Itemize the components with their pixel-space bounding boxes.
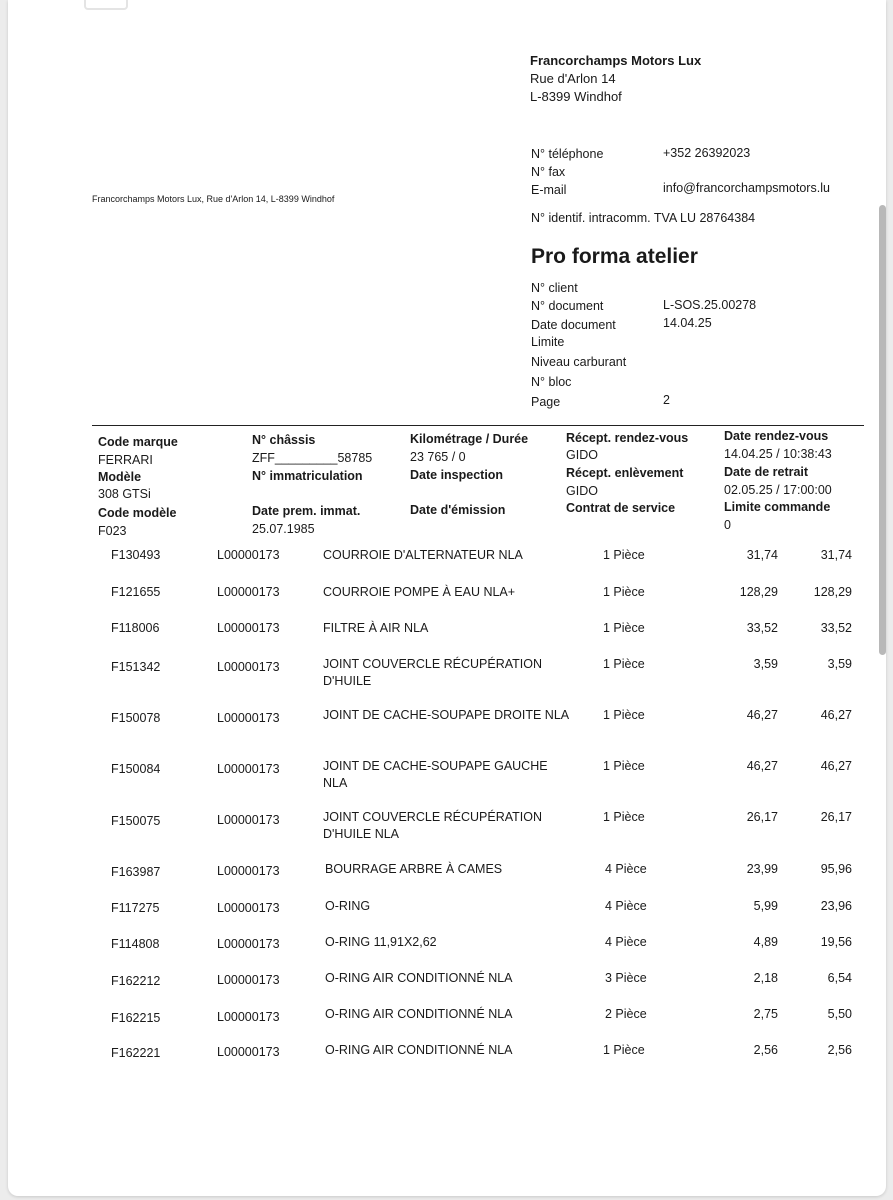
table-row — [0, 707, 893, 725]
item-unit-price: 2,56 — [753, 1043, 778, 1057]
table-row — [0, 898, 893, 915]
appointment-date-label: Date rendez-vous — [724, 429, 829, 443]
page-label: Page — [531, 395, 561, 409]
item-total: 6,54 — [827, 971, 852, 985]
item-reference: L00000173 — [217, 864, 280, 878]
table-row — [0, 934, 893, 951]
pickup-reception: GIDO — [566, 484, 598, 498]
table-row — [0, 1042, 893, 1060]
item-code: F162221 — [111, 1046, 161, 1060]
item-unit-price: 5,99 — [753, 899, 778, 913]
table-row — [0, 809, 893, 841]
pickup-reception-label: Récept. enlèvement — [566, 466, 684, 480]
table-row — [0, 547, 893, 561]
item-unit-price: 31,74 — [746, 548, 778, 562]
item-quantity: 1 Pièce — [603, 1043, 645, 1057]
item-description: O-RING — [325, 899, 371, 913]
model-code: F023 — [98, 524, 127, 538]
toolbar-ghost-icon — [84, 0, 128, 10]
item-unit-price: 46,27 — [746, 708, 778, 722]
item-unit-price: 2,75 — [753, 1007, 778, 1021]
item-total: 128,29 — [813, 585, 852, 599]
document-date-label: Date document — [531, 318, 616, 332]
company-name: Francorchamps Motors Lux — [530, 53, 702, 68]
model-label: Modèle — [98, 470, 142, 484]
mileage-label: Kilométrage / Durée — [410, 432, 529, 446]
item-reference: L00000173 — [217, 660, 280, 674]
header-divider — [92, 425, 864, 426]
service-contract-label: Contrat de service — [566, 501, 676, 515]
document-date: 14.04.25 — [663, 316, 712, 330]
item-reference: L00000173 — [217, 813, 280, 827]
item-description: BOURRAGE ARBRE À CAMES — [325, 862, 503, 876]
item-description: JOINT DE CACHE-SOUPAPE DROITE NLA — [323, 708, 570, 722]
table-row — [0, 970, 893, 988]
chassis-number: ZFF_________58785 — [252, 451, 373, 465]
item-reference: L00000173 — [217, 901, 280, 915]
item-description: JOINT COUVERCLE RÉCUPÉRATION D'HUILE NLA — [323, 810, 543, 841]
item-code: F130493 — [111, 548, 161, 562]
withdrawal-date: 02.05.25 / 17:00:00 — [724, 483, 832, 497]
item-quantity: 1 Pièce — [603, 621, 645, 635]
item-description: JOINT COUVERCLE RÉCUPÉRATION D'HUILE — [323, 657, 543, 688]
withdrawal-date-label: Date de retrait — [724, 465, 809, 479]
item-description: COURROIE D'ALTERNATEUR NLA — [323, 548, 523, 562]
bloc-label: N° bloc — [531, 375, 572, 389]
item-quantity: 3 Pièce — [605, 971, 647, 985]
item-unit-price: 2,18 — [753, 971, 778, 985]
item-total: 95,96 — [820, 862, 852, 876]
client-label: N° client — [531, 281, 578, 295]
item-code: F151342 — [111, 660, 161, 674]
item-quantity: 1 Pièce — [603, 708, 645, 722]
appointment-reception-label: Récept. rendez-vous — [566, 431, 689, 445]
item-description: O-RING AIR CONDITIONNÉ NLA — [325, 1007, 513, 1021]
company-street: Rue d'Arlon 14 — [530, 71, 616, 86]
model: 308 GTSi — [98, 487, 151, 501]
item-code: F150075 — [111, 814, 161, 828]
item-unit-price: 26,17 — [746, 810, 778, 824]
item-description: FILTRE À AIR NLA — [323, 621, 429, 635]
limit-label: Limite — [531, 335, 565, 349]
emission-date-label: Date d'émission — [410, 503, 506, 517]
item-reference: L00000173 — [217, 621, 280, 635]
item-reference: L00000173 — [217, 548, 280, 562]
item-code: F162212 — [111, 974, 161, 988]
item-total: 46,27 — [820, 759, 852, 773]
table-row — [0, 861, 893, 879]
order-limit-label: Limite commande — [724, 500, 831, 514]
item-code: F121655 — [111, 585, 161, 599]
model-code-label: Code modèle — [98, 506, 177, 520]
item-code: F163987 — [111, 865, 161, 879]
item-unit-price: 3,59 — [753, 657, 778, 671]
item-reference: L00000173 — [217, 973, 280, 987]
item-total: 19,56 — [820, 935, 852, 949]
item-total: 33,52 — [820, 621, 852, 635]
phone-value: +352 26392023 — [663, 146, 751, 160]
item-reference: L00000173 — [217, 711, 280, 725]
mileage: 23 765 / 0 — [410, 450, 466, 464]
brand-code: FERRARI — [98, 453, 153, 467]
item-total: 5,50 — [827, 1007, 852, 1021]
item-code: F162215 — [111, 1011, 161, 1025]
vat-number: N° identif. intracomm. TVA LU 28764384 — [531, 211, 756, 225]
item-total: 46,27 — [820, 708, 852, 722]
item-description: O-RING 11,91X2,62 — [325, 935, 437, 949]
chassis-label: N° châssis — [252, 433, 316, 447]
item-quantity: 4 Pièce — [605, 862, 647, 876]
item-code: F117275 — [111, 901, 160, 915]
item-code: F114808 — [111, 937, 160, 951]
phone-label: N° téléphone — [531, 147, 604, 161]
first-registration-label: Date prem. immat. — [252, 504, 361, 518]
item-total: 23,96 — [820, 899, 852, 913]
email-label: E-mail — [531, 183, 567, 197]
appointment-date: 14.04.25 / 10:38:43 — [724, 447, 832, 461]
item-description: COURROIE POMPE À EAU NLA+ — [323, 585, 516, 599]
table-row — [0, 620, 893, 634]
item-reference: L00000173 — [217, 1010, 280, 1024]
order-limit: 0 — [724, 518, 731, 532]
document-number-label: N° document — [531, 299, 604, 313]
first-registration-date: 25.07.1985 — [252, 522, 315, 536]
table-row — [0, 1006, 893, 1025]
item-code: F118006 — [111, 621, 160, 635]
item-total: 31,74 — [820, 548, 852, 562]
item-quantity: 1 Pièce — [603, 810, 645, 824]
item-reference: L00000173 — [217, 585, 280, 599]
document-number: L-SOS.25.00278 — [663, 298, 757, 312]
item-quantity: 2 Pièce — [605, 1007, 647, 1021]
brand-code-label: Code marque — [98, 435, 178, 449]
inspection-date-label: Date inspection — [410, 468, 504, 482]
item-unit-price: 33,52 — [746, 621, 778, 635]
company-city: L-8399 Windhof — [530, 89, 622, 104]
item-unit-price: 4,89 — [753, 935, 778, 949]
fuel-level-label: Niveau carburant — [531, 355, 627, 369]
item-description: O-RING AIR CONDITIONNÉ NLA — [325, 971, 513, 985]
item-quantity: 1 Pièce — [603, 585, 645, 599]
item-code: F150084 — [111, 762, 161, 776]
item-quantity: 1 Pièce — [603, 657, 645, 671]
item-unit-price: 128,29 — [739, 585, 778, 599]
item-code: F150078 — [111, 711, 161, 725]
fax-label: N° fax — [531, 165, 566, 179]
item-total: 3,59 — [827, 657, 852, 671]
item-total: 26,17 — [820, 810, 852, 824]
item-reference: L00000173 — [217, 937, 280, 951]
item-reference: L00000173 — [217, 1045, 280, 1059]
table-row — [0, 584, 893, 598]
item-description: JOINT DE CACHE-SOUPAPE GAUCHE NLA — [323, 759, 548, 790]
item-quantity: 4 Pièce — [605, 899, 647, 913]
registration-label: N° immatriculation — [252, 469, 363, 483]
item-unit-price: 23,99 — [746, 862, 778, 876]
item-quantity: 1 Pièce — [603, 759, 645, 773]
sender-address-line: Francorchamps Motors Lux, Rue d'Arlon 14, L-8399 Windhof — [92, 194, 335, 204]
item-quantity: 4 Pièce — [605, 935, 647, 949]
email-value: info@francorchampsmotors.lu — [663, 181, 830, 195]
item-total: 2,56 — [827, 1043, 852, 1057]
page-number: 2 — [663, 393, 670, 407]
table-row — [0, 758, 893, 790]
item-quantity: 1 Pièce — [603, 548, 645, 562]
table-row — [0, 656, 893, 688]
document-title: Pro forma atelier — [531, 245, 698, 268]
item-unit-price: 46,27 — [746, 759, 778, 773]
appointment-reception: GIDO — [566, 448, 598, 462]
item-description: O-RING AIR CONDITIONNÉ NLA — [325, 1043, 513, 1057]
item-reference: L00000173 — [217, 762, 280, 776]
